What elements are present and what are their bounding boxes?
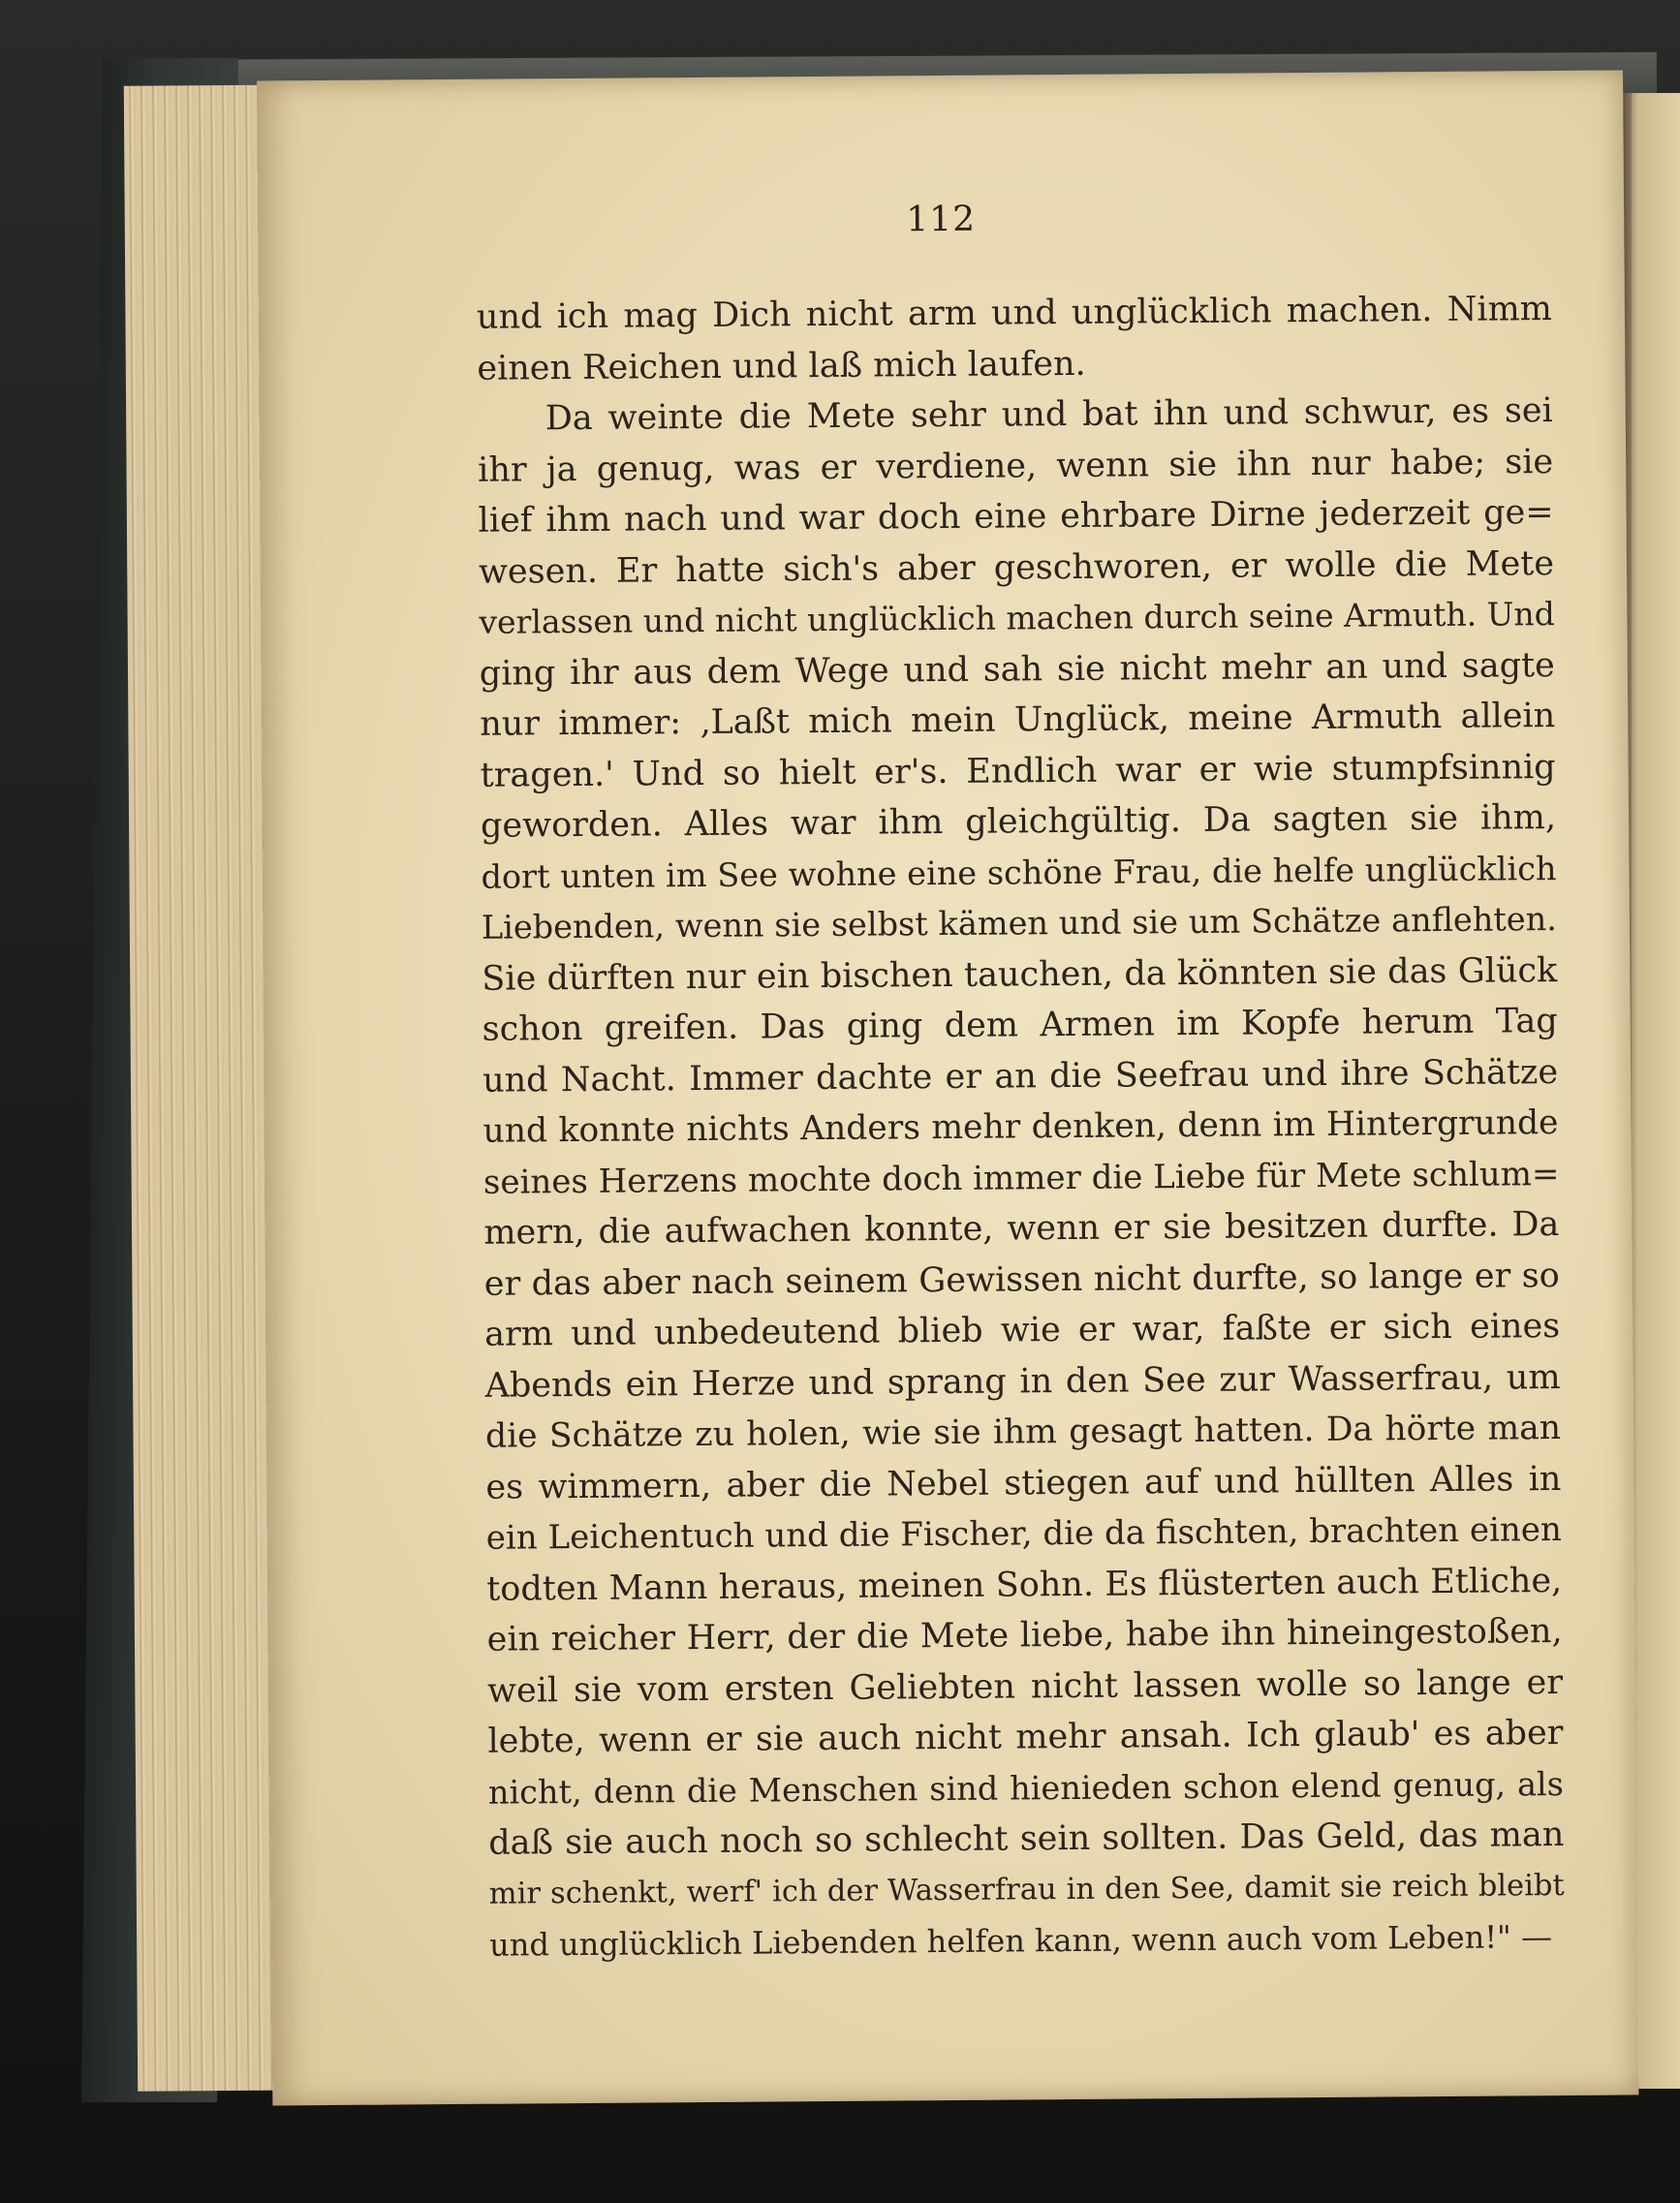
text-line: nicht, denn die Menschen sind hienieden schon elend genug, als <box>487 1764 1565 1812</box>
text-line: Sie dürften nur ein bischen tauchen, da könnten sie das Glück <box>482 950 1558 999</box>
page-number: 112 <box>906 199 977 240</box>
text-line: und unglücklich Liebenden helfen kann, wenn auch vom Leben!" — <box>488 1918 1553 1964</box>
text-line: ihr ja genug, was er verdiene, wenn sie ihn nur habe; sie <box>478 442 1554 490</box>
text-line: mir schenkt, werf' ich der Wasserfrau in den See, damit sie reich bleibt <box>488 1868 1565 1911</box>
text-line: weil sie vom ersten Geliebten nicht lassen wolle so lange er <box>486 1662 1564 1711</box>
text-line: Da weinte die Mete sehr und bat ihn und schwur, es sei <box>544 391 1553 439</box>
text-line: einen Reichen und laß mich laufen. <box>477 344 1086 388</box>
text-line: verlassen und nicht unglücklich machen durch seine Armuth. Und <box>479 595 1556 641</box>
text-line: nur immer: ‚Laßt mich mein Unglück, meine Armuth allein <box>480 697 1556 744</box>
text-line: dort unten im See wohne eine schöne Frau, die helfe unglücklich <box>481 849 1557 896</box>
text-line: wesen. Er hatte sich's aber geschworen, er wolle die Mete <box>478 543 1555 592</box>
text-line: Liebenden, wenn sie selbst kämen und sie um Schätze anflehten. <box>481 900 1558 946</box>
text-line: lief ihm nach und war doch eine ehrbare Dirne jederzeit ge= <box>478 493 1554 541</box>
text-line: ein Leichentuch und die Fischer, die da fischten, brachten einen <box>485 1510 1562 1558</box>
text-line: daß sie auch noch so schlecht sein sollten. Das Geld, das man <box>488 1815 1565 1863</box>
text-line: und konnte nichts Anders mehr denken, denn im Hintergrunde <box>482 1103 1559 1151</box>
text-line: schon greifen. Das ging dem Armen im Kopfe herum Tag <box>482 1002 1558 1049</box>
text-line: es wimmern, aber die Nebel stiegen auf und hüllten Alles in <box>485 1459 1562 1507</box>
text-line: arm und unbedeutend blieb wie er war, faßte er sich eines <box>484 1307 1561 1354</box>
text-line: seines Herzens mochte doch immer die Liebe für Mete schlum= <box>482 1154 1560 1202</box>
text-line: ging ihr aus dem Wege und sah sie nicht mehr an und sagte <box>479 645 1555 694</box>
text-line: todten Mann heraus, meinen Sohn. Es flüsterten auch Etliche, <box>486 1561 1563 1609</box>
text-line: er das aber nach seinem Gewissen nicht durfte, so lange er so <box>483 1256 1560 1304</box>
text-line: mern, die aufwachen konnte, wenn er sie besitzen durfte. Da <box>483 1205 1560 1253</box>
text-line: die Schätze zu holen, wie sie ihm gesagt hatten. Da hörte man <box>484 1409 1562 1456</box>
text-line: und Nacht. Immer dachte er an die Seefrau und ihre Schätze <box>482 1052 1559 1101</box>
text-line: lebte, wenn er sie auch nicht mehr ansah. Ich glaub' es aber <box>487 1713 1564 1761</box>
text-line: Abends ein Herze und sprang in den See zur Wasserfrau, um <box>484 1357 1561 1406</box>
text-line: geworden. Alles war ihm gleichgültig. Da sagten sie ihm, <box>480 798 1557 846</box>
text-line: und ich mag Dich nicht arm und unglücklich machen. Nimm <box>476 290 1553 337</box>
text-line: ein reicher Herr, der die Mete liebe, habe ihn hineingestoßen, <box>486 1612 1563 1660</box>
page-body-text <box>477 284 1566 1970</box>
book-page <box>257 70 1638 2105</box>
text-line: tragen.' Und so hielt er's. Endlich war er wie stumpfsinnig <box>480 747 1556 795</box>
